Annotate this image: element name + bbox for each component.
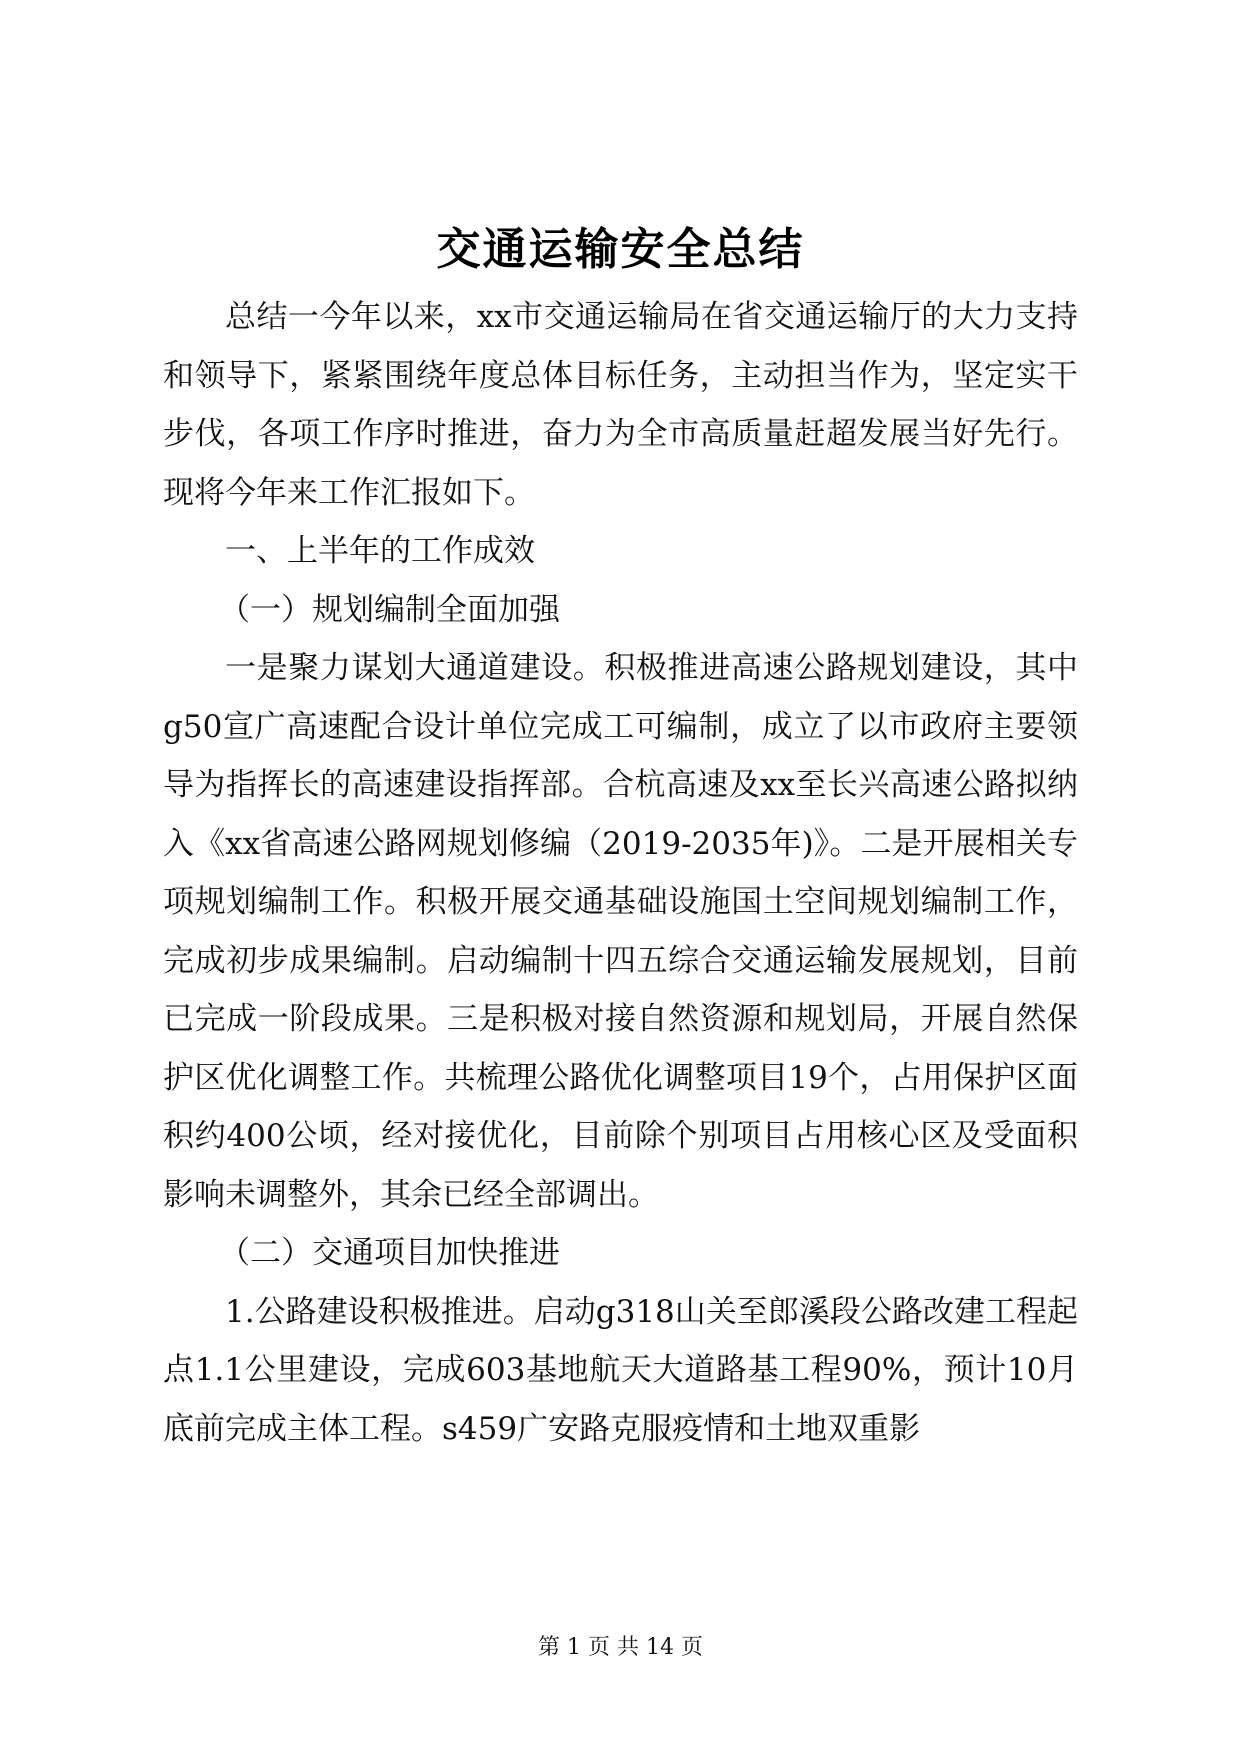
planning-paragraph: 一是聚力谋划大通道建设。积极推进高速公路规划建设，其中g50宣广高速配合设计单位完成工可编制，成立了以市政府主要领导为指挥长的高速建设指挥部。合杭高速及xx至长兴高速公路拟纳入《xx省高速公路网规划修编（2019-2035年)》。二是开展相关专项规划编制工作。积极开展交通基础设施国土空间规划编制工作，完成初步成果编制。启动编制十四五综合交通运输发展规划，目前已完成一阶段成果。三是积极对接自然资源和规划局，开展自然保护区优化调整工作。共梳理公路优化调整项目19个，占用保护区面积约400公顷，经对接优化，目前除个别项目占用核心区及受面积影响未调整外，其余已经全部调出。 [163, 650, 1078, 1213]
subsection-heading-2: （二）交通项目加快推进 [219, 1235, 560, 1271]
page-footer: 第 1 页 共 14 页 [538, 1635, 703, 1660]
section-heading-1: 一、上半年的工作成效 [225, 533, 535, 569]
subsection-heading-1: （一）规划编制全面加强 [219, 591, 560, 628]
intro-paragraph: 总结一今年以来，xx市交通运输局在省交通运输厅的大力支持和领导下，紧紧围绕年度总体目标任务，主动担当作为，坚定实干步伐，各项工作序时推进，奋力为全市高质量赶超发展当好先行。现将今年来工作汇报如下。 [163, 299, 1078, 511]
document-title: 交通运输安全总结 [436, 224, 805, 275]
document-body [163, 288, 1078, 1458]
highway-paragraph: 1.公路建设积极推进。启动g318山关至郎溪段公路改建工程起点1.1公里建设，完成603基地航天大道路基工程90%，预计10月底前完成主体工程。s459广安路克服疫情和土地双重影 [163, 1293, 1078, 1447]
